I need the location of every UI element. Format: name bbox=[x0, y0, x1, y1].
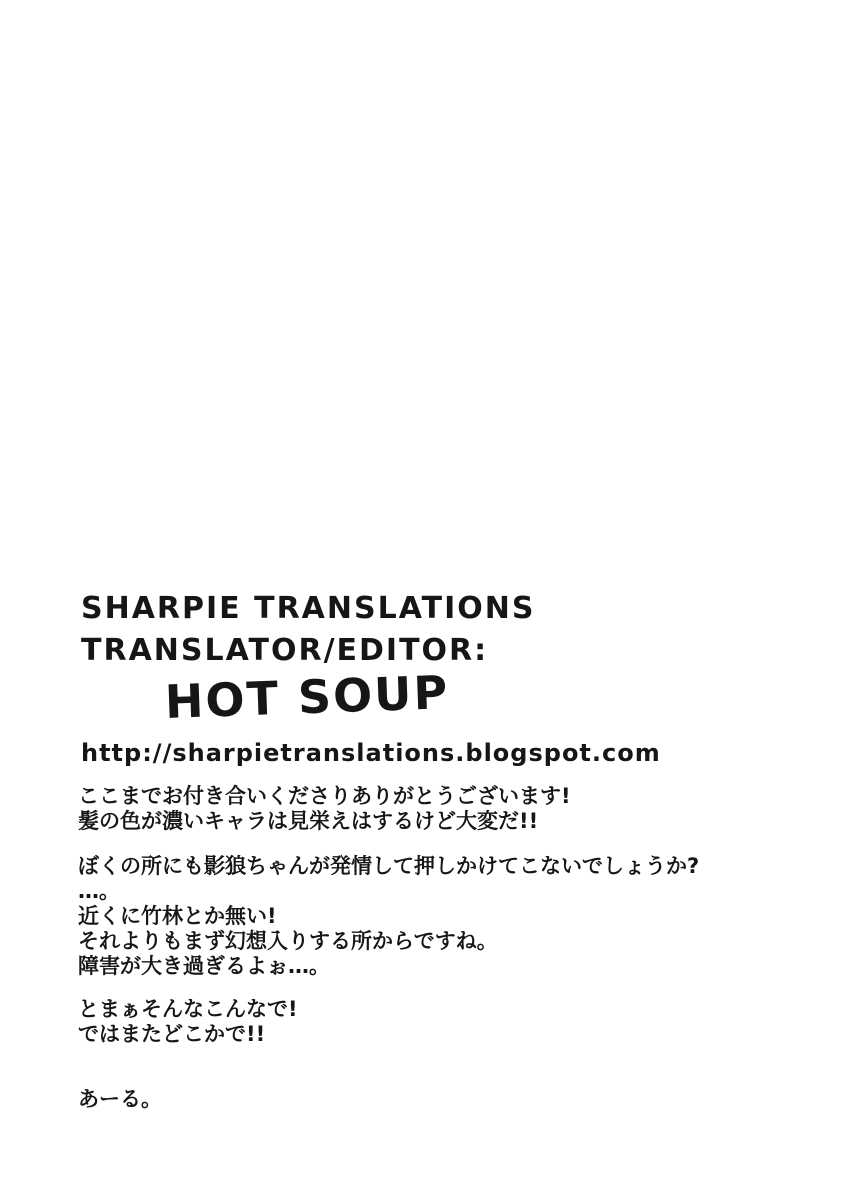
afterword-signature bbox=[78, 1087, 699, 1112]
afterword-line: ぼくの所にも影狼ちゃんが発情して押しかけてこないでしょうか? bbox=[78, 854, 700, 878]
translation-credits-block bbox=[81, 588, 661, 768]
afterword-block bbox=[78, 784, 699, 1112]
translator-name: HOT SOUP bbox=[164, 665, 451, 729]
afterword-paragraph-thanks bbox=[78, 784, 699, 834]
afterword-line: ここまでお付き合いくださりありがとうございます! bbox=[78, 784, 571, 808]
afterword-line: それよりもまず幻想入りする所からですね。 bbox=[78, 929, 498, 953]
afterword-line: とまぁそんなこんなで! bbox=[78, 997, 298, 1021]
afterword-paragraph-farewell bbox=[78, 997, 699, 1047]
afterword-line: …。 bbox=[78, 879, 120, 903]
translator-role-label: TRANSLATOR/EDITOR: bbox=[81, 633, 489, 668]
translation-blog-url: http://sharpietranslations.blogspot.com bbox=[81, 739, 661, 767]
afterword-line: あーる。 bbox=[78, 1087, 162, 1111]
translation-group-name: SHARPIE TRANSLATIONS bbox=[81, 591, 536, 626]
afterword-line: ではまたどこかで!! bbox=[78, 1022, 266, 1046]
afterword-line: 髪の色が濃いキャラは見栄えはするけど大変だ!! bbox=[78, 809, 539, 833]
afterword-paragraph-musing bbox=[78, 854, 699, 979]
afterword-line: 障害が大き過ぎるよぉ…。 bbox=[78, 954, 330, 978]
afterword-line: 近くに竹林とか無い! bbox=[78, 904, 277, 928]
